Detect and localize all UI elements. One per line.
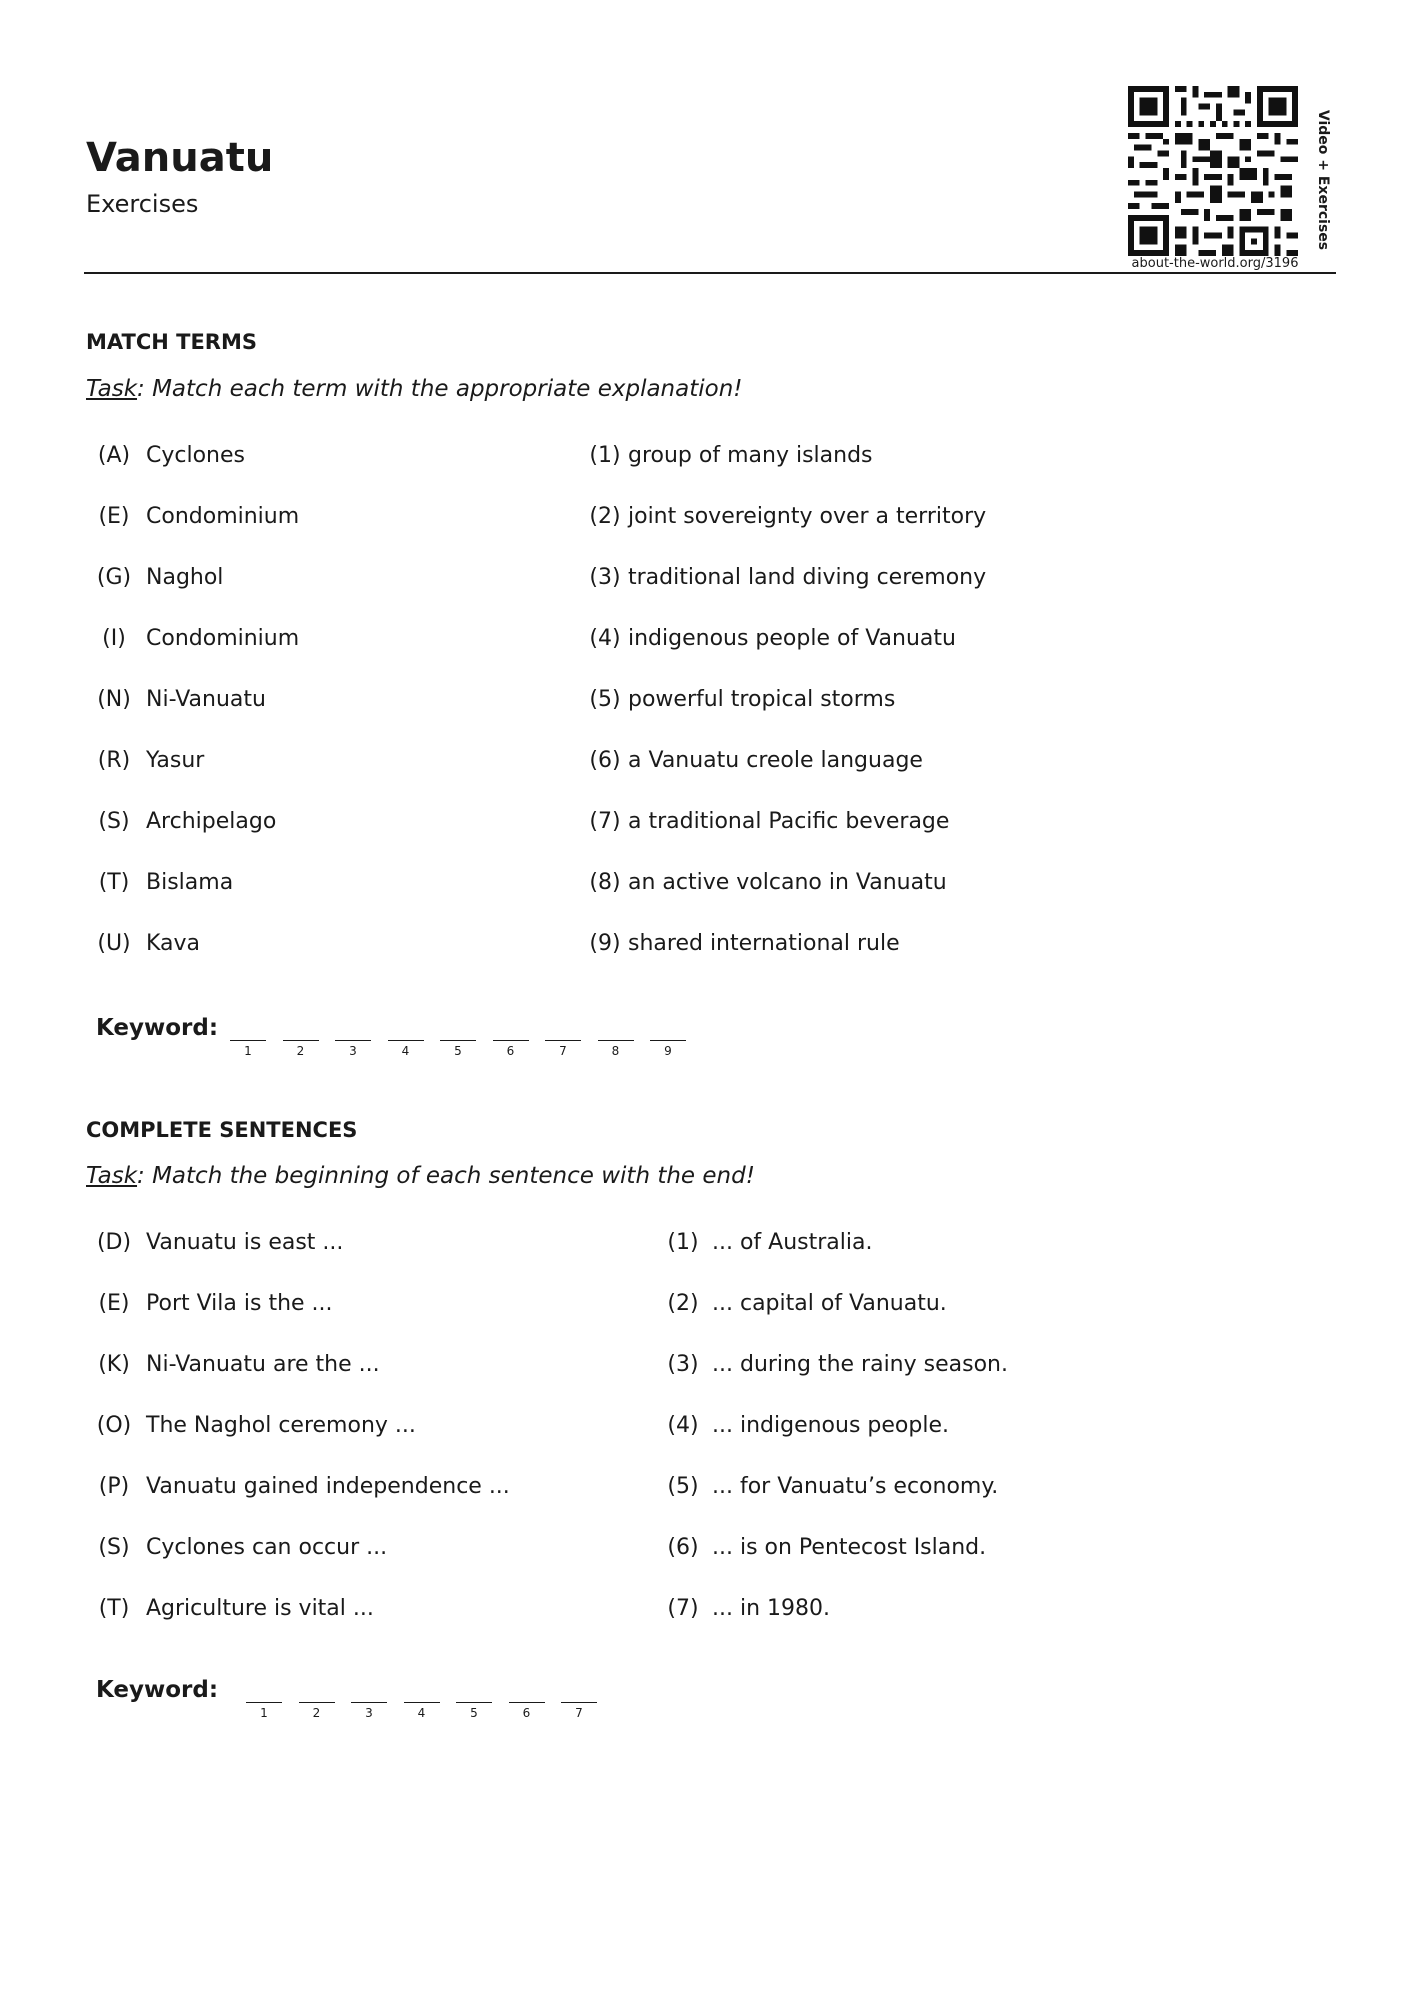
sentence-beginning-label: (E): [98, 1291, 130, 1316]
sentence-beginning-text: Port Vila is the ...: [146, 1291, 333, 1316]
term-item: [92, 685, 266, 715]
keyword-blank[interactable]: [440, 1040, 476, 1041]
keyword-blank-number: 6: [506, 1044, 515, 1058]
sentence-ending: [664, 1533, 986, 1563]
keyword-blank[interactable]: [283, 1040, 319, 1041]
sentence-ending: [664, 1594, 830, 1624]
explanation-item-text: joint sovereignty over a territory: [628, 504, 987, 529]
term-item-text: Cyclones: [146, 443, 245, 468]
explanation-item-label: (6): [589, 748, 621, 773]
term-item-label: (G): [96, 565, 132, 590]
sentence-ending-label: (3): [667, 1352, 699, 1377]
keyword-blank-number: 5: [470, 1706, 478, 1720]
keyword-blank-number: 9: [664, 1044, 672, 1058]
keyword-blank[interactable]: [598, 1040, 634, 1041]
sentence-ending: [664, 1228, 872, 1258]
explanation-item: [588, 563, 986, 593]
sentence-beginning-text: Cyclones can occur ...: [146, 1535, 388, 1560]
keyword-blank[interactable]: [650, 1040, 686, 1041]
keyword-blank-number: 1: [260, 1706, 268, 1720]
sentence-ending-label: (1): [667, 1230, 699, 1255]
term-item-text: Archipelago: [146, 809, 277, 834]
sentence-beginning: [92, 1350, 380, 1380]
explanation-item: [588, 868, 947, 898]
sentence-ending-label: (5): [667, 1474, 699, 1499]
keyword-label-2: Keyword:: [96, 1677, 219, 1703]
explanation-item-label: (7): [589, 809, 621, 834]
page-subtitle: Exercises: [86, 190, 199, 218]
header-divider: [84, 272, 1336, 274]
sentence-ending-label: (2): [667, 1291, 699, 1316]
keyword-blank[interactable]: [493, 1040, 529, 1041]
keyword-blank[interactable]: [561, 1702, 597, 1703]
sentence-beginning: [92, 1228, 343, 1258]
keyword-blank-number: 2: [312, 1706, 321, 1720]
term-item-label: (A): [97, 443, 131, 468]
term-item-text: Yasur: [146, 748, 205, 773]
keyword-blank-number: 4: [417, 1706, 426, 1720]
keyword-blank-number: 8: [611, 1044, 620, 1058]
keyword-blank[interactable]: [246, 1702, 282, 1703]
explanation-item: [588, 624, 956, 654]
sentence-ending-text: ... in 1980.: [712, 1596, 831, 1621]
explanation-item-text: a traditional Pacific beverage: [628, 809, 950, 834]
sentence-beginning-label: (O): [96, 1413, 132, 1438]
explanation-item-text: group of many islands: [628, 443, 873, 468]
term-item-label: (E): [98, 504, 130, 529]
keyword-blank-number: 3: [349, 1044, 357, 1058]
keyword-blank[interactable]: [351, 1702, 387, 1703]
term-item-text: Condominium: [146, 626, 300, 651]
sentence-beginning: [92, 1472, 510, 1502]
term-item-label: (I): [102, 626, 126, 651]
term-item-label: (U): [97, 931, 131, 956]
complete-sentences-task: Task: Match the beginning of each sentence with the end!: [86, 1163, 755, 1189]
term-item-label: (T): [98, 870, 130, 895]
term-item-text: Bislama: [146, 870, 234, 895]
keyword-blank[interactable]: [509, 1702, 545, 1703]
keyword-blank[interactable]: [230, 1040, 266, 1041]
explanation-item-label: (8): [589, 870, 621, 895]
term-item: [92, 807, 276, 837]
keyword-blank-number: 6: [522, 1706, 531, 1720]
keyword-blank[interactable]: [299, 1702, 335, 1703]
match-terms-heading: MATCH TERMS: [86, 330, 258, 354]
term-item-label: (R): [97, 748, 131, 773]
page-title: Vanuatu: [86, 135, 274, 181]
sentence-ending-label: (4): [667, 1413, 699, 1438]
explanation-item-text: indigenous people of Vanuatu: [628, 626, 956, 651]
term-item: [92, 929, 200, 959]
keyword-blank-number: 5: [454, 1044, 462, 1058]
sentence-ending: [664, 1289, 947, 1319]
sentence-ending: [664, 1472, 998, 1502]
sentence-beginning: [92, 1594, 374, 1624]
term-item: [92, 868, 233, 898]
explanation-item-text: powerful tropical storms: [628, 687, 896, 712]
sentence-beginning-label: (K): [98, 1352, 130, 1377]
explanation-item-label: (5): [589, 687, 621, 712]
sentence-beginning-label: (T): [98, 1596, 130, 1621]
sentence-beginning-label: (D): [96, 1230, 132, 1255]
term-item-text: Kava: [146, 931, 201, 956]
keyword-blank-number: 7: [575, 1706, 583, 1720]
explanation-item-label: (1): [589, 443, 621, 468]
keyword-blank[interactable]: [404, 1702, 440, 1703]
sentence-beginning: [92, 1533, 387, 1563]
explanation-item: [588, 746, 923, 776]
sentence-beginning: [92, 1411, 416, 1441]
explanation-item-label: (9): [589, 931, 621, 956]
sentence-beginning-text: Ni-Vanuatu are the ...: [146, 1352, 380, 1377]
qr-code-icon[interactable]: [1128, 86, 1298, 256]
sentence-ending-label: (7): [667, 1596, 699, 1621]
complete-sentences-heading: COMPLETE SENTENCES: [86, 1118, 358, 1142]
keyword-blank-number: 7: [559, 1044, 567, 1058]
sentence-ending: [664, 1350, 1008, 1380]
sentence-ending-text: ... for Vanuatu’s economy.: [712, 1474, 999, 1499]
term-item: [92, 746, 204, 776]
sentence-ending-text: ... is on Pentecost Island.: [712, 1535, 987, 1560]
sentence-ending: [664, 1411, 949, 1441]
sentence-beginning-text: Vanuatu gained independence ...: [146, 1474, 510, 1499]
sentence-ending-text: ... of Australia.: [712, 1230, 873, 1255]
term-item: [92, 441, 245, 471]
match-terms-task: Task: Match each term with the appropriate explanation!: [86, 376, 743, 402]
explanation-item: [588, 502, 986, 532]
explanation-item-label: (2): [589, 504, 621, 529]
term-item-text: Condominium: [146, 504, 300, 529]
term-item-label: (N): [97, 687, 131, 712]
explanation-item: [588, 929, 900, 959]
qr-side-label: Video + Exercises: [1315, 109, 1331, 251]
keyword-blank-number: 3: [365, 1706, 373, 1720]
keyword-blank[interactable]: [545, 1040, 581, 1041]
sentence-ending-text: ... indigenous people.: [712, 1413, 949, 1438]
keyword-blank[interactable]: [388, 1040, 424, 1041]
term-item: [92, 502, 299, 532]
term-item-text: Ni-Vanuatu: [146, 687, 266, 712]
explanation-item-label: (3): [589, 565, 621, 590]
explanation-item-label: (4): [589, 626, 621, 651]
sentence-beginning-text: Agriculture is vital ...: [146, 1596, 374, 1621]
explanation-item: [588, 807, 949, 837]
sentence-ending-text: ... capital of Vanuatu.: [712, 1291, 947, 1316]
explanation-item: [588, 685, 895, 715]
sentence-beginning-label: (P): [98, 1474, 130, 1499]
term-item-text: Naghol: [146, 565, 224, 590]
explanation-item: [588, 441, 873, 471]
term-item: [92, 563, 223, 593]
term-item-label: (S): [98, 809, 130, 834]
sentence-beginning-text: Vanuatu is east ...: [146, 1230, 344, 1255]
sentence-beginning: [92, 1289, 333, 1319]
term-item: [92, 624, 299, 654]
keyword-blank[interactable]: [456, 1702, 492, 1703]
qr-url-link[interactable]: about-the-world.org/3196: [1131, 256, 1299, 271]
sentence-ending-text: ... during the rainy season.: [712, 1352, 1008, 1377]
keyword-blank[interactable]: [335, 1040, 371, 1041]
sentence-beginning-label: (S): [98, 1535, 130, 1560]
explanation-item-text: shared international rule: [628, 931, 900, 956]
sentence-beginning-text: The Naghol ceremony ...: [146, 1413, 416, 1438]
explanation-item-text: a Vanuatu creole language: [628, 748, 923, 773]
keyword-blank-number: 4: [401, 1044, 410, 1058]
explanation-item-text: traditional land diving ceremony: [628, 565, 987, 590]
keyword-blank-number: 1: [244, 1044, 252, 1058]
keyword-blank-number: 2: [296, 1044, 305, 1058]
explanation-item-text: an active volcano in Vanuatu: [628, 870, 947, 895]
keyword-label-1: Keyword:: [96, 1015, 219, 1041]
sentence-ending-label: (6): [667, 1535, 699, 1560]
